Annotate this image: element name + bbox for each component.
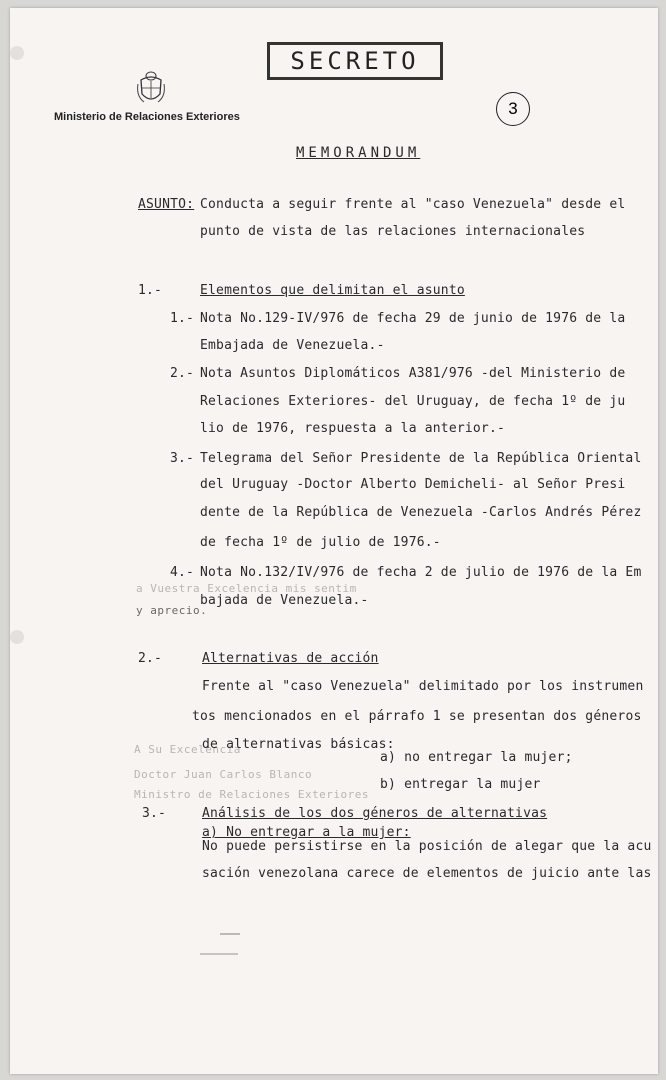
item-line: Nota No.129-IV/976 de fecha 29 de junio de 1976 de la <box>200 311 626 326</box>
asunto-line: Conducta a seguir frente al "caso Venezuela" desde el <box>200 197 626 212</box>
item-line: Telegrama del Señor Presidente de la República Oriental <box>200 451 642 466</box>
item-line: del Uruguay -Doctor Alberto Demicheli- al Señor Presi <box>200 477 626 492</box>
item-line: Nota No.132/IV/976 de fecha 2 de julio de 1976 de la Em <box>200 565 642 580</box>
bleed-through-text: Ministro de Relaciones Exteriores <box>134 788 370 801</box>
item-line: lio de 1976, respuesta a la anterior.- <box>200 421 506 436</box>
paragraph-line: Frente al "caso Venezuela" delimitado por los instrumen <box>202 679 644 694</box>
page-number: 3 <box>496 92 530 126</box>
memo-title: MEMORANDUM <box>296 145 421 161</box>
asunto-label: ASUNTO: <box>138 197 195 212</box>
item-line: Embajada de Venezuela.- <box>200 338 385 353</box>
document-page <box>10 8 658 1074</box>
item-line: Relaciones Exteriores- del Uruguay, de fecha 1º de ju <box>200 394 626 409</box>
alternative-option: a) no entregar la mujer; <box>380 750 573 765</box>
item-line: de fecha 1º de julio de 1976.- <box>200 535 441 550</box>
item-number: 3.- <box>170 451 195 466</box>
paragraph-line: sación venezolana carece de elementos de juicio ante las <box>202 866 652 881</box>
punch-hole <box>10 46 24 60</box>
paragraph-line: No puede persistirse en la posición de alegar que la acu <box>202 839 652 854</box>
section-number: 2.- <box>138 651 163 666</box>
paper-mark <box>220 933 240 935</box>
subsection-heading: a) No entregar a la mujer: <box>202 825 411 840</box>
ministry-name: Ministerio de Relaciones Exteriores <box>54 111 240 123</box>
asunto-line: punto de vista de las relaciones internacionales <box>200 224 586 239</box>
section-number: 1.- <box>138 283 163 298</box>
bleed-through-text: y aprecio. <box>136 604 208 617</box>
bleed-through-text: Doctor Juan Carlos Blanco <box>134 768 313 781</box>
item-line: bajada de Venezuela.- <box>200 593 369 608</box>
section-number: 3.- <box>142 806 167 821</box>
paper-mark <box>200 953 238 955</box>
section-heading: Análisis de los dos géneros de alternativas <box>202 806 548 821</box>
paragraph-line: tos mencionados en el párrafo 1 se presentan dos géneros <box>192 709 642 724</box>
section-heading: Alternativas de acción <box>202 651 379 666</box>
paragraph-line: de alternativas básicas: <box>202 737 395 752</box>
bleed-through-text: a Vuestra Excelencia mis sentim <box>136 582 357 595</box>
item-line: dente de la República de Venezuela -Carlos Andrés Pérez <box>200 505 642 520</box>
bleed-through-text: A Su Excelencia <box>134 743 241 756</box>
secret-stamp: SECRETO <box>267 42 443 80</box>
punch-hole <box>10 630 24 644</box>
coat-of-arms-icon <box>136 64 166 106</box>
item-number: 1.- <box>170 311 195 326</box>
item-number: 4.- <box>170 565 195 580</box>
item-line: Nota Asuntos Diplomáticos A381/976 -del Ministerio de <box>200 366 626 381</box>
item-number: 2.- <box>170 366 195 381</box>
alternative-option: b) entregar la mujer <box>380 777 541 792</box>
section-heading: Elementos que delimitan el asunto <box>200 283 465 298</box>
